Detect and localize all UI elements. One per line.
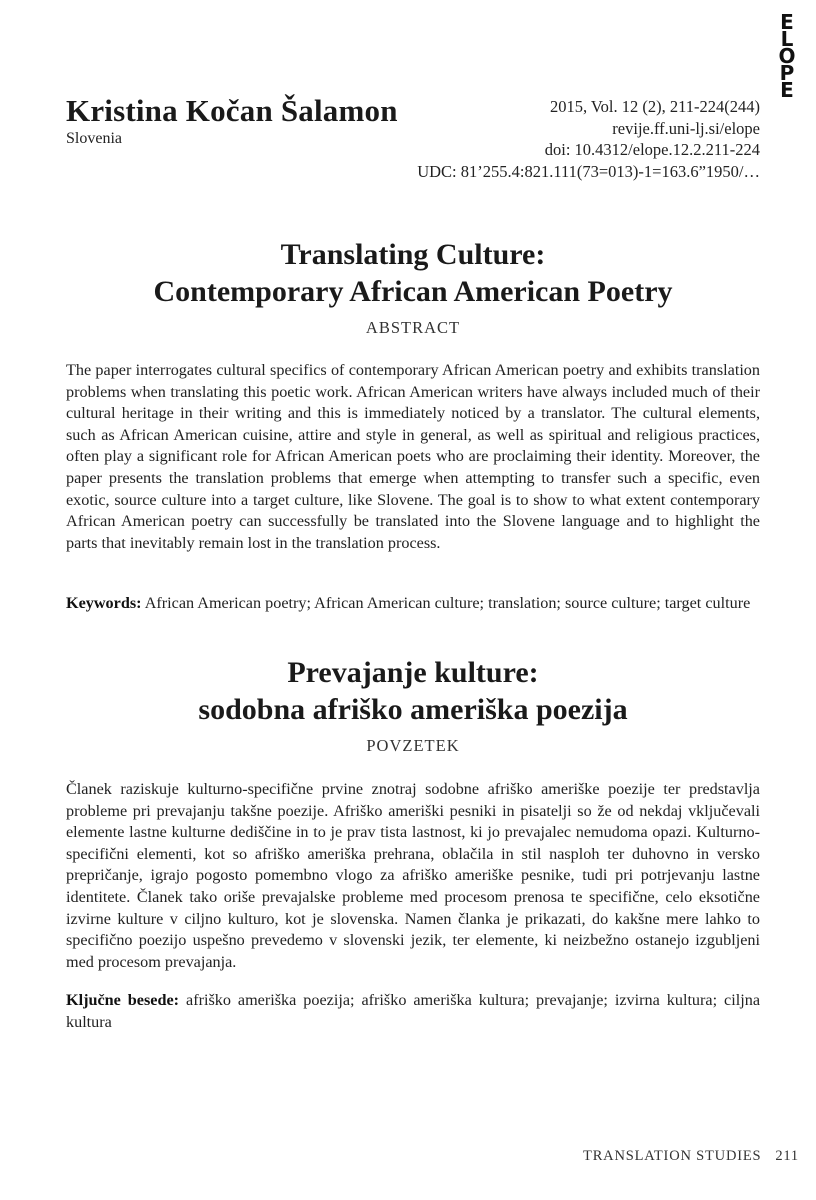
slovene-title-line-2: sodobna afriško ameriška poezija	[198, 693, 628, 726]
journal-logo	[778, 10, 796, 102]
publication-meta	[417, 96, 760, 182]
slovene-title-line-1: Prevajanje kulture:	[287, 656, 539, 689]
logo-letter: E	[780, 78, 794, 102]
english-title-block	[66, 236, 760, 338]
journal-website: revije.ff.uni-lj.si/elope	[612, 118, 760, 138]
kljucne-besede-list: afriško ameriška poezija; afriško ameriška kultura; prevajanje; izvirna kultura; ciljna kultura	[66, 991, 761, 1031]
author-block	[66, 94, 398, 148]
logo-letter: O	[778, 44, 796, 68]
povzetek-label: POVZETEK	[366, 736, 460, 755]
page-number: 211	[775, 1148, 799, 1164]
citation: 2015, Vol. 12 (2), 211-224(244)	[549, 97, 760, 116]
english-abstract: The paper interrogates cultural specifics of contemporary African American poetry and exhibits translation problems when translating this poetic work. African American writers have always included much of their cultural heritage in their writing and this is immediately noticed by a translator. The cultural elements, such as African American cuisine, attire and style in general, as well as spiritual and religious practices, often play a significant role for African American poets who are proclaiming their identity. Moreover, the paper presents the translation problems that emerge when attempting to transfer such a specific, even exotic, source culture into a target culture, like Slovene. The goal is to show to what extent contemporary African American poetry can successfully be translated into the Slovene language and to highlight the parts that inevitably remain lost in the translation process.	[66, 361, 760, 552]
udc: UDC: 81’255.4:821.111(73=013)-1=163.6”1950/…	[417, 161, 760, 181]
logo-letter: E	[780, 10, 794, 34]
footer-section: TRANSLATION STUDIES	[583, 1148, 762, 1164]
logo-letter: L	[780, 27, 794, 51]
doi: doi: 10.4312/elope.12.2.211-224	[544, 140, 760, 159]
english-title-line-2: Contemporary African American Poetry	[153, 275, 673, 308]
slovene-keywords	[66, 990, 760, 1033]
logo-letter: P	[779, 61, 795, 85]
page-footer	[583, 1148, 799, 1165]
author-name: Kristina Kočan Šalamon	[66, 93, 398, 128]
keywords-label: Keywords:	[66, 594, 142, 612]
keywords-list: African American poetry; African American culture; translation; source culture; target culture	[144, 594, 751, 612]
author-country: Slovenia	[66, 130, 122, 147]
english-title-line-1: Translating Culture:	[280, 238, 546, 271]
kljucne-besede-label: Ključne besede:	[66, 991, 180, 1009]
slovene-title-block	[66, 654, 760, 756]
english-keywords	[66, 593, 760, 615]
abstract-label: ABSTRACT	[365, 318, 461, 337]
slovene-abstract: Članek raziskuje kulturno-specifične prvine znotraj sodobne afriško ameriške poezije ter predstavlja probleme pri prevajanju takšne poezije. Afriško ameriški pesniki in pisatelji so že od nekdaj vključevali elemente lastne kulturne dediščine in to je prav tista lastnost, ki jo prevajalec nemudoma opazi. Kulturno-specifični elementi, kot so afriško ameriška prehrana, oblačila in stil nasploh ter duhovno in versko prepričanje, igrajo pogosto pomembno vlogo za afriško ameriške pesnike, tudi pri potrjevanju lastne identitete. Članek tako oriše prevajalske probleme med procesom prenosa te specifične, celo eksotične izvirne kulture v ciljno kulturo, kot je slovenska. Namen članka je prikazati, do kakšne mere lahko to specifično poezijo uspešno prevedemo v slovenski jezik, ter elemente, ki neizbežno ostanejo izgubljeni med procesom prevajanja.	[66, 780, 760, 971]
